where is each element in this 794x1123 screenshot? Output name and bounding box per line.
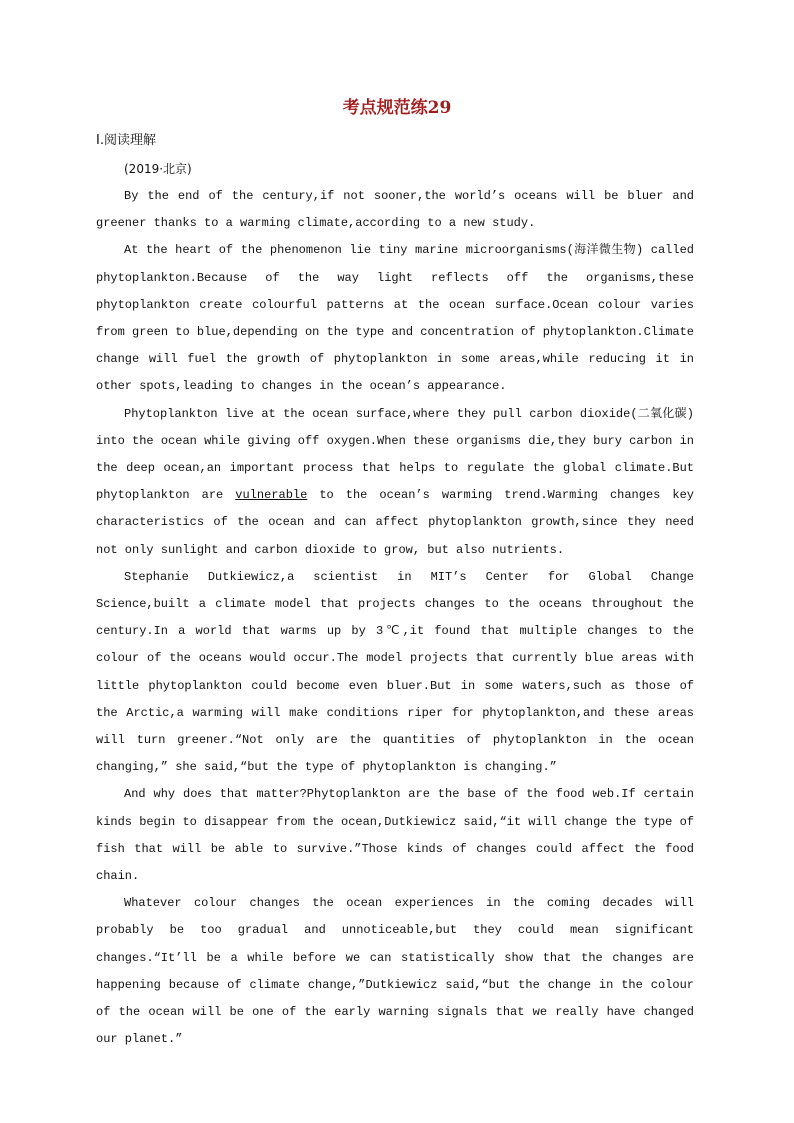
paragraph-1: By the end of the century,if not sooner,the world’s oceans will be bluer and greener thanks to a warming climate,according to a new study. [96, 189, 694, 231]
paragraph-5: And why does that matter?Phytoplankton are the base of the food web.If certain kinds begin to disappear from the ocean,Dutkiewicz said,“it will change the type of fish that will be able to survive.”Those kinds of changes could affect the food chain. [96, 787, 694, 884]
underlined-word: vulnerable [235, 488, 308, 503]
paragraph-4: Stephanie Dutkiewicz,a scientist in MIT’s Center for Global Change Science,built a climate model that projects changes to the oceans throughout the century.In a world that warms up by 3℃,it found that multiple changes to the colour of the oceans would occur.The model projects that currently blue areas with little phytoplankton could become even bluer.But in some waters,such as those of the Arctic,a warming will make conditions riper for phytoplankton,and these areas will turn greener.“Not only are the quantities of phytoplankton in the ocean changing,” she said,“but the type of phytoplankton is changing.” [96, 569, 694, 775]
paragraph-3-text-before: Phytoplankton live at the ocean surface,where they pull carbon dioxide(二氧化碳) into the ocean while giving off oxygen.When these organisms die,they bury carbon in the deep ocean,an important process that helps to regulate the global climate.But phytoplankton are [96, 406, 694, 503]
paragraph-3 [96, 401, 694, 564]
paragraph-2: At the heart of the phenomenon lie tiny marine microorganisms(海洋微生物) called phytoplankton.Because of the way light reflects off the organisms,these phytoplankton create colourful patterns at the ocean surface.Ocean colour varies from green to blue,depending on the type and concentration of phytoplankton.Climate change will fuel the growth of phytoplankton in some areas,while reducing it in other spots,leading to changes in the ocean’s appearance. [96, 243, 694, 394]
page-title: 考点规范练29 [342, 98, 452, 118]
source-label: (2019·北京) [124, 162, 192, 176]
paragraph-6: Whatever colour changes the ocean experiences in the coming decades will probably be too gradual and unnoticeable,but they could mean significant changes.“It’ll be a while before we can statistically show that the changes are happening because of climate change,”Dutkiewicz said,“but the change in the colour of the ocean will be one of the early warning signals that we really have changed our planet.” [96, 896, 694, 1047]
article-body [96, 183, 694, 1054]
section-heading: Ⅰ.阅读理解 [96, 133, 156, 148]
paragraph-3-text-after: to the ocean’s warming trend.Warming changes key characteristics of the ocean and can affect phytoplankton growth,since they need not only sunlight and carbon dioxide to grow, but also nutrients. [96, 488, 695, 557]
